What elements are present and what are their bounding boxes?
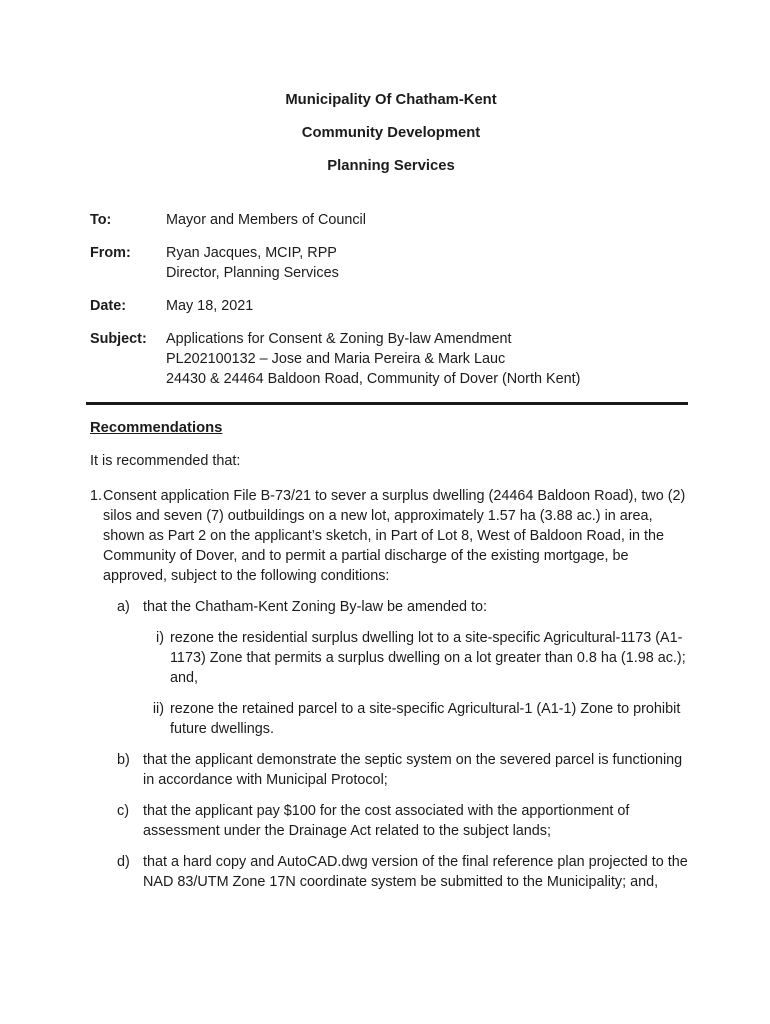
memo-field-line: Applications for Consent & Zoning By-law Amendment [166, 331, 512, 347]
recommendations-intro: It is recommended that: [90, 452, 241, 469]
memo-field-line: 24430 & 24464 Baldoon Road, Community of Dover (North Kent) [166, 371, 581, 387]
divider-rule [86, 402, 688, 405]
memo-header-fields [90, 210, 692, 389]
memo-field-line: Ryan Jacques, MCIP, RPP [166, 245, 337, 261]
memo-field-to-value [166, 210, 692, 230]
memo-field-to [90, 210, 692, 230]
list-item-1b [90, 750, 692, 790]
memo-field-subject-value [166, 329, 692, 389]
list-item-1c [90, 801, 692, 841]
memo-field-date-label: Date: [90, 298, 126, 314]
section-heading-recommendations: Recommendations [90, 419, 223, 436]
memo-field-to-label: To: [90, 212, 112, 228]
list-item-1a-marker: a) [117, 598, 130, 615]
list-item-1b-text: that the applicant demonstrate the septic system on the severed parcel is functioning in accordance with Municipal Protocol; [143, 751, 683, 788]
memo-field-line: May 18, 2021 [166, 298, 254, 314]
list-item-1a-i-text: rezone the residential surplus dwelling lot to a site-specific Agricultural-1173 (A1-1173) Zone that permits a surplus dwelling on a lot greater than 0.8 ha (1.98 ac.); and, [170, 629, 686, 686]
list-item-1a-i [90, 628, 692, 688]
list-item-1c-text: that the applicant pay $100 for the cost associated with the apportionment of assessment under the Drainage Act related to the subject lands; [143, 802, 630, 839]
document-header [90, 90, 692, 176]
list-item-1a-ii-text: rezone the retained parcel to a site-specific Agricultural-1 (A1-1) Zone to prohibit future dwellings. [170, 700, 681, 737]
list-item-1a-ii-marker: ii) [152, 700, 164, 717]
memo-field-line: Director, Planning Services [166, 265, 339, 281]
list-item-1a-ii [90, 699, 692, 739]
list-item-1d-marker: d) [117, 853, 130, 870]
memo-field-from-label: From: [90, 245, 131, 261]
memo-field-subject [90, 329, 692, 389]
memo-field-date-value [166, 296, 692, 316]
memo-field-from [90, 243, 692, 283]
memo-field-subject-label: Subject: [90, 331, 147, 347]
list-item-1 [90, 486, 692, 586]
header-municipality: Municipality Of Chatham-Kent [285, 92, 497, 108]
header-division: Planning Services [327, 158, 455, 174]
list-item-1b-marker: b) [117, 751, 130, 768]
list-item-1a-i-marker: i) [156, 629, 164, 646]
list-item-1d-text: that a hard copy and AutoCAD.dwg version of the final reference plan projected to the NAD 83/UTM Zone 17N coordinate system be submitted to the Municipality; and, [143, 853, 688, 890]
memo-field-line: PL202100132 – Jose and Maria Pereira & Mark Lauc [166, 351, 506, 367]
memo-field-line: Mayor and Members of Council [166, 212, 366, 228]
list-item-1a [90, 597, 692, 617]
list-item-1d [90, 852, 692, 892]
list-item-1a-text: that the Chatham-Kent Zoning By-law be amended to: [143, 598, 487, 615]
header-department: Community Development [301, 125, 481, 141]
recommendations-list [90, 486, 692, 892]
list-item-1-marker: 1. [90, 487, 103, 504]
list-item-1c-marker: c) [117, 802, 129, 819]
memo-field-date [90, 296, 692, 316]
memo-field-from-value [166, 243, 692, 283]
list-item-1-text: Consent application File B-73/21 to sever a surplus dwelling (24464 Baldoon Road), two (2) silos and seven (7) outbuildings on a new lot, approximately 1.57 ha (3.88 ac.) in area, shown as Part 2 on the applicant’s sketch, in Part of Lot 8, West of Baldoon Road, in the Community of Dover, and to permit a partial discharge of the existing mortgage, be approved, subject to the following conditions: [103, 487, 686, 584]
